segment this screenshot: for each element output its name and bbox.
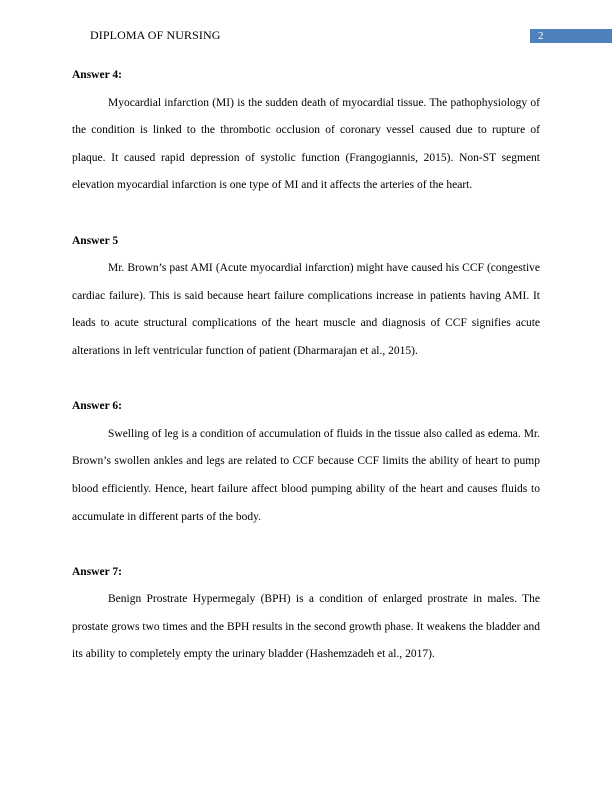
document-body [72,62,540,669]
answer-7-section [72,559,540,669]
section-spacer [72,200,540,228]
section-spacer [72,366,540,394]
page-number-badge [530,29,612,43]
answer-7-paragraph: Benign Prostrate Hypermegaly (BPH) is a condition of enlarged prostrate in males. The prostate grows two times and the BPH results in the second growth phase. It weakens the bladder and its ability to completely empty the urinary bladder (Hashemzadeh et al., 2017). [72,593,540,661]
answer-5-paragraph: Mr. Brown’s past AMI (Acute myocardial infarction) might have caused his CCF (congestive cardiac failure). This is said because heart failure complications increase in patients having AMI. It leads to acute structural complications of the heart muscle and diagnosis of CCF signifies acute alterations in left ventricular function of patient (Dharmarajan et al., 2015). [72,262,540,357]
section-spacer [72,531,540,559]
answer-5-heading: Answer 5 [72,234,119,247]
answer-4-paragraph: Myocardial infarction (MI) is the sudden death of myocardial tissue. The pathophysiology of the condition is linked to the thrombotic occlusion of coronary vessel caused due to rupture of plaque. It caused rapid depression of systolic function (Frangogiannis, 2015). Non-ST segment elevation myocardial infarction is one type of MI and it affects the arteries of the heart. [72,96,540,192]
answer-6-paragraph: Swelling of leg is a condition of accumulation of fluids in the tissue also called as edema. Mr. Brown’s swollen ankles and legs are related to CCF because CCF limits the ability of heart to pump blood efficiently. Hence, heart failure affect blood pumping ability of the heart and causes fluids to accumulate in different parts of the body. [72,427,540,523]
answer-6-section [72,393,540,531]
header-title: DIPLOMA OF NURSING [90,28,221,42]
answer-7-heading: Answer 7: [72,565,122,578]
page-number: 2 [538,30,544,42]
answer-4-heading: Answer 4: [72,69,122,81]
answer-5-section [72,228,540,366]
answer-4-section [72,62,540,200]
answer-6-heading: Answer 6: [72,400,122,413]
